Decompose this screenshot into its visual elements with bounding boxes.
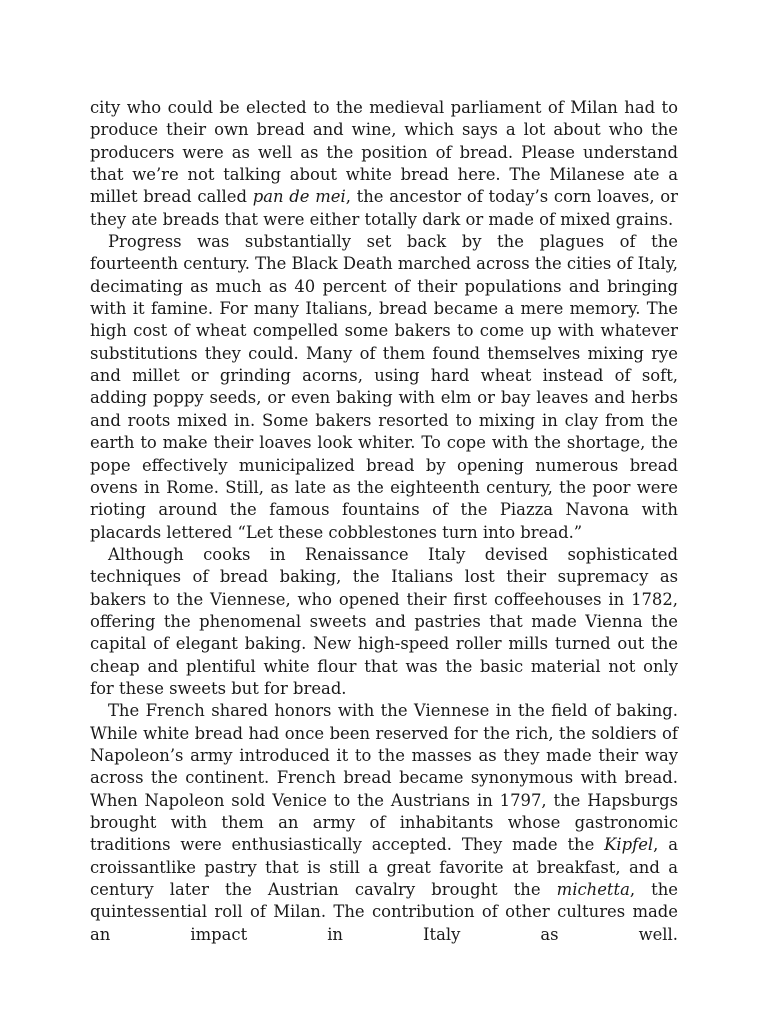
paragraph-1 (90, 97, 678, 231)
italic-term-kipfel: Kipfel (604, 835, 654, 855)
paragraph-1-text-end: , the ancestor of today’s corn loaves, or they ate breads that were either totally dark or made of mixed grains. (90, 187, 678, 229)
paragraph-2 (90, 231, 678, 544)
paragraph-4-text-mid: , a croissantlike pastry that is still a great favorite at breakfast, and a century later the Austrian cavalry brought the (90, 835, 678, 900)
paragraph-3 (90, 544, 678, 700)
paragraph-2-text: Progress was substantially set back by the plagues of the fourteenth century. The Black Death marched across the cities of Italy, decimating as much as 40 percent of their populations and bringing with it famine. For many Italians, bread became a mere memory. The high cost of wheat compelled some bakers to come up with whatever substitutions they could. Many of them found themselves mixing rye and millet or grinding acorns, using hard wheat instead of soft, adding poppy seeds, or even baking with elm or bay leaves and herbs and roots mixed in. Some bakers resorted to mixing in clay from the earth to make their loaves look whiter. To cope with the shortage, the pope effectively municipalized bread by opening numerous bread ovens in Rome. Still, as late as the eighteenth century, the poor were rioting around the famous fountains of the Piazza Navona with placards lettered “Let these cobblestones turn into bread.” (90, 232, 678, 542)
italic-term-michetta: michetta (556, 880, 630, 900)
paragraph-4 (90, 700, 678, 946)
paragraph-4-text: The French shared honors with the Viennese in the field of baking. While white bread had once been reserved for the rich, the soldiers of Napoleon’s army introduced it to the masses as they made their way across the continent. French bread became synonymous with bread. When Napoleon sold Venice to the Austrians in 1797, the Hapsburgs brought with them an army of inhabitants whose gastronomic traditions were enthusiastically accepted. They made the (90, 701, 678, 855)
paragraph-4-text-end: , the quintessential roll of Milan. The contribution of other cultures made an impact in Italy as well. (90, 880, 678, 944)
page-body-text (90, 97, 678, 946)
paragraph-3-text: Although cooks in Renaissance Italy devised sophisticated techniques of bread baking, the Italians lost their supremacy as bakers to the Viennese, who opened their first coffeehouses in 1782, offering the phenomenal sweets and pastries that made Vienna the capital of elegant baking. New high-speed roller mills turned out the cheap and plentiful white flour that was the basic material not only for these sweets but for bread. (90, 544, 678, 698)
paragraph-1-text: city who could be elected to the medieval parliament of Milan had to produce their own bread and wine, which says a lot about who the producers were as well as the position of bread. Please understand that we’re not talking about white bread here. The Milanese ate a millet bread called (90, 98, 678, 207)
italic-term-pan-de-mei: pan de mei (252, 187, 346, 207)
